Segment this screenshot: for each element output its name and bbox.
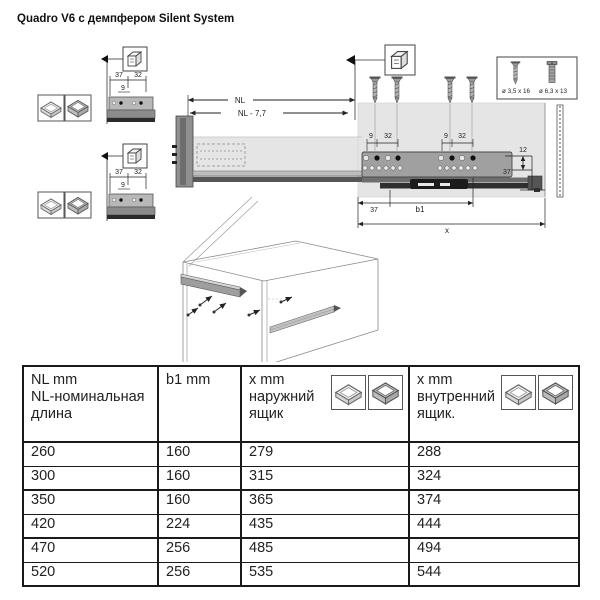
table-cell: 494: [409, 538, 579, 562]
col-header-b1: b1 mm: [158, 366, 241, 442]
svg-text:12: 12: [519, 147, 527, 154]
table-cell: 544: [409, 562, 579, 586]
table-row: [23, 466, 579, 490]
table-cell: 535: [241, 562, 409, 586]
svg-text:37: 37: [115, 72, 123, 79]
svg-text:b1: b1: [415, 205, 425, 214]
left-slide: [181, 274, 247, 297]
cross-section-detail-1: [101, 47, 155, 124]
svg-text:9: 9: [121, 182, 125, 189]
table-cell: 365: [241, 490, 409, 514]
screw-icon: [445, 77, 456, 104]
svg-text:32: 32: [134, 169, 142, 176]
inner-drawer-icons: [501, 375, 573, 410]
table-cell: 520: [23, 562, 158, 586]
table-cell: 256: [158, 538, 241, 562]
marker-flag-icon: [101, 152, 108, 160]
table-cell: 256: [158, 562, 241, 586]
table-cell: 260: [23, 442, 158, 466]
cross-section-detail-2: [101, 144, 155, 221]
drawer-type-icons-inner: [38, 192, 91, 218]
screw-icon: [467, 77, 478, 104]
outer-drawer-icons: [331, 375, 403, 410]
table-cell: 300: [23, 466, 158, 490]
table-cell: 160: [158, 466, 241, 490]
svg-text:37: 37: [115, 169, 123, 176]
svg-text:9: 9: [369, 133, 373, 140]
table-cell: 470: [23, 538, 158, 562]
table-cell: 420: [23, 514, 158, 538]
right-slide: [270, 305, 341, 333]
svg-text:ø 6,3 x 13: ø 6,3 x 13: [538, 88, 568, 95]
drawer-type-icons-outer: [38, 95, 91, 121]
table-cell: 279: [241, 442, 409, 466]
table-cell: 315: [241, 466, 409, 490]
svg-text:37: 37: [503, 169, 511, 176]
svg-text:ø 3,5 x 16: ø 3,5 x 16: [501, 88, 531, 95]
drawer-box-icon: [368, 375, 403, 410]
col-header-x-inner: x mm внутренний ящик.: [409, 366, 579, 442]
col-header-x-outer: x mm наружний ящик: [241, 366, 409, 442]
table-cell: 485: [241, 538, 409, 562]
rear-panel-strip: [557, 105, 563, 197]
extended-runner: [193, 171, 366, 182]
table-row: [23, 562, 579, 586]
svg-text:9: 9: [444, 133, 448, 140]
table-cell: 160: [158, 490, 241, 514]
marker-flag-icon: [101, 55, 108, 63]
svg-text:x: x: [445, 226, 449, 235]
table-cell: 324: [409, 466, 579, 490]
isometric-mounting-sketch: [181, 197, 378, 362]
cube-connector-icon: [392, 52, 408, 69]
nl-dimensions: [188, 95, 355, 120]
table-row: [23, 514, 579, 538]
table-header-row: [23, 366, 579, 442]
table-cell: 374: [409, 490, 579, 514]
table-cell: 350: [23, 490, 158, 514]
drawer-tray-icon: [331, 375, 366, 410]
screw-icon: [392, 77, 403, 104]
svg-text:37: 37: [370, 207, 378, 214]
screw-arrows: [187, 296, 293, 317]
screw-spec-box: [497, 57, 577, 99]
col-header-nl: NL mm NL-номинальная длина: [23, 366, 158, 442]
page-title: Quadro V6 с демпфером Silent System: [17, 13, 235, 25]
table-cell: 160: [158, 442, 241, 466]
main-side-view: [172, 45, 577, 235]
marker-flag-icon: [346, 55, 355, 65]
svg-text:NL: NL: [234, 96, 246, 105]
cube-connector-icon: [128, 149, 141, 163]
drawer-tray-icon: [501, 375, 536, 410]
table-cell: 435: [241, 514, 409, 538]
drawer-box-icon: [538, 375, 573, 410]
cube-connector-icon: [128, 52, 141, 66]
table-row: [23, 490, 579, 514]
svg-text:9: 9: [121, 85, 125, 92]
svg-text:32: 32: [458, 133, 466, 140]
svg-text:NL - 7,7: NL - 7,7: [237, 109, 267, 118]
svg-text:32: 32: [384, 133, 392, 140]
table-row: [23, 538, 579, 562]
cabinet-rail: [362, 152, 512, 177]
screw-icon: [370, 77, 381, 104]
table-cell: 444: [409, 514, 579, 538]
table-cell: 224: [158, 514, 241, 538]
dimensions-table: [22, 365, 580, 587]
table-cell: 288: [409, 442, 579, 466]
table-row: [23, 442, 579, 466]
svg-text:32: 32: [134, 72, 142, 79]
front-bracket: [172, 116, 193, 187]
